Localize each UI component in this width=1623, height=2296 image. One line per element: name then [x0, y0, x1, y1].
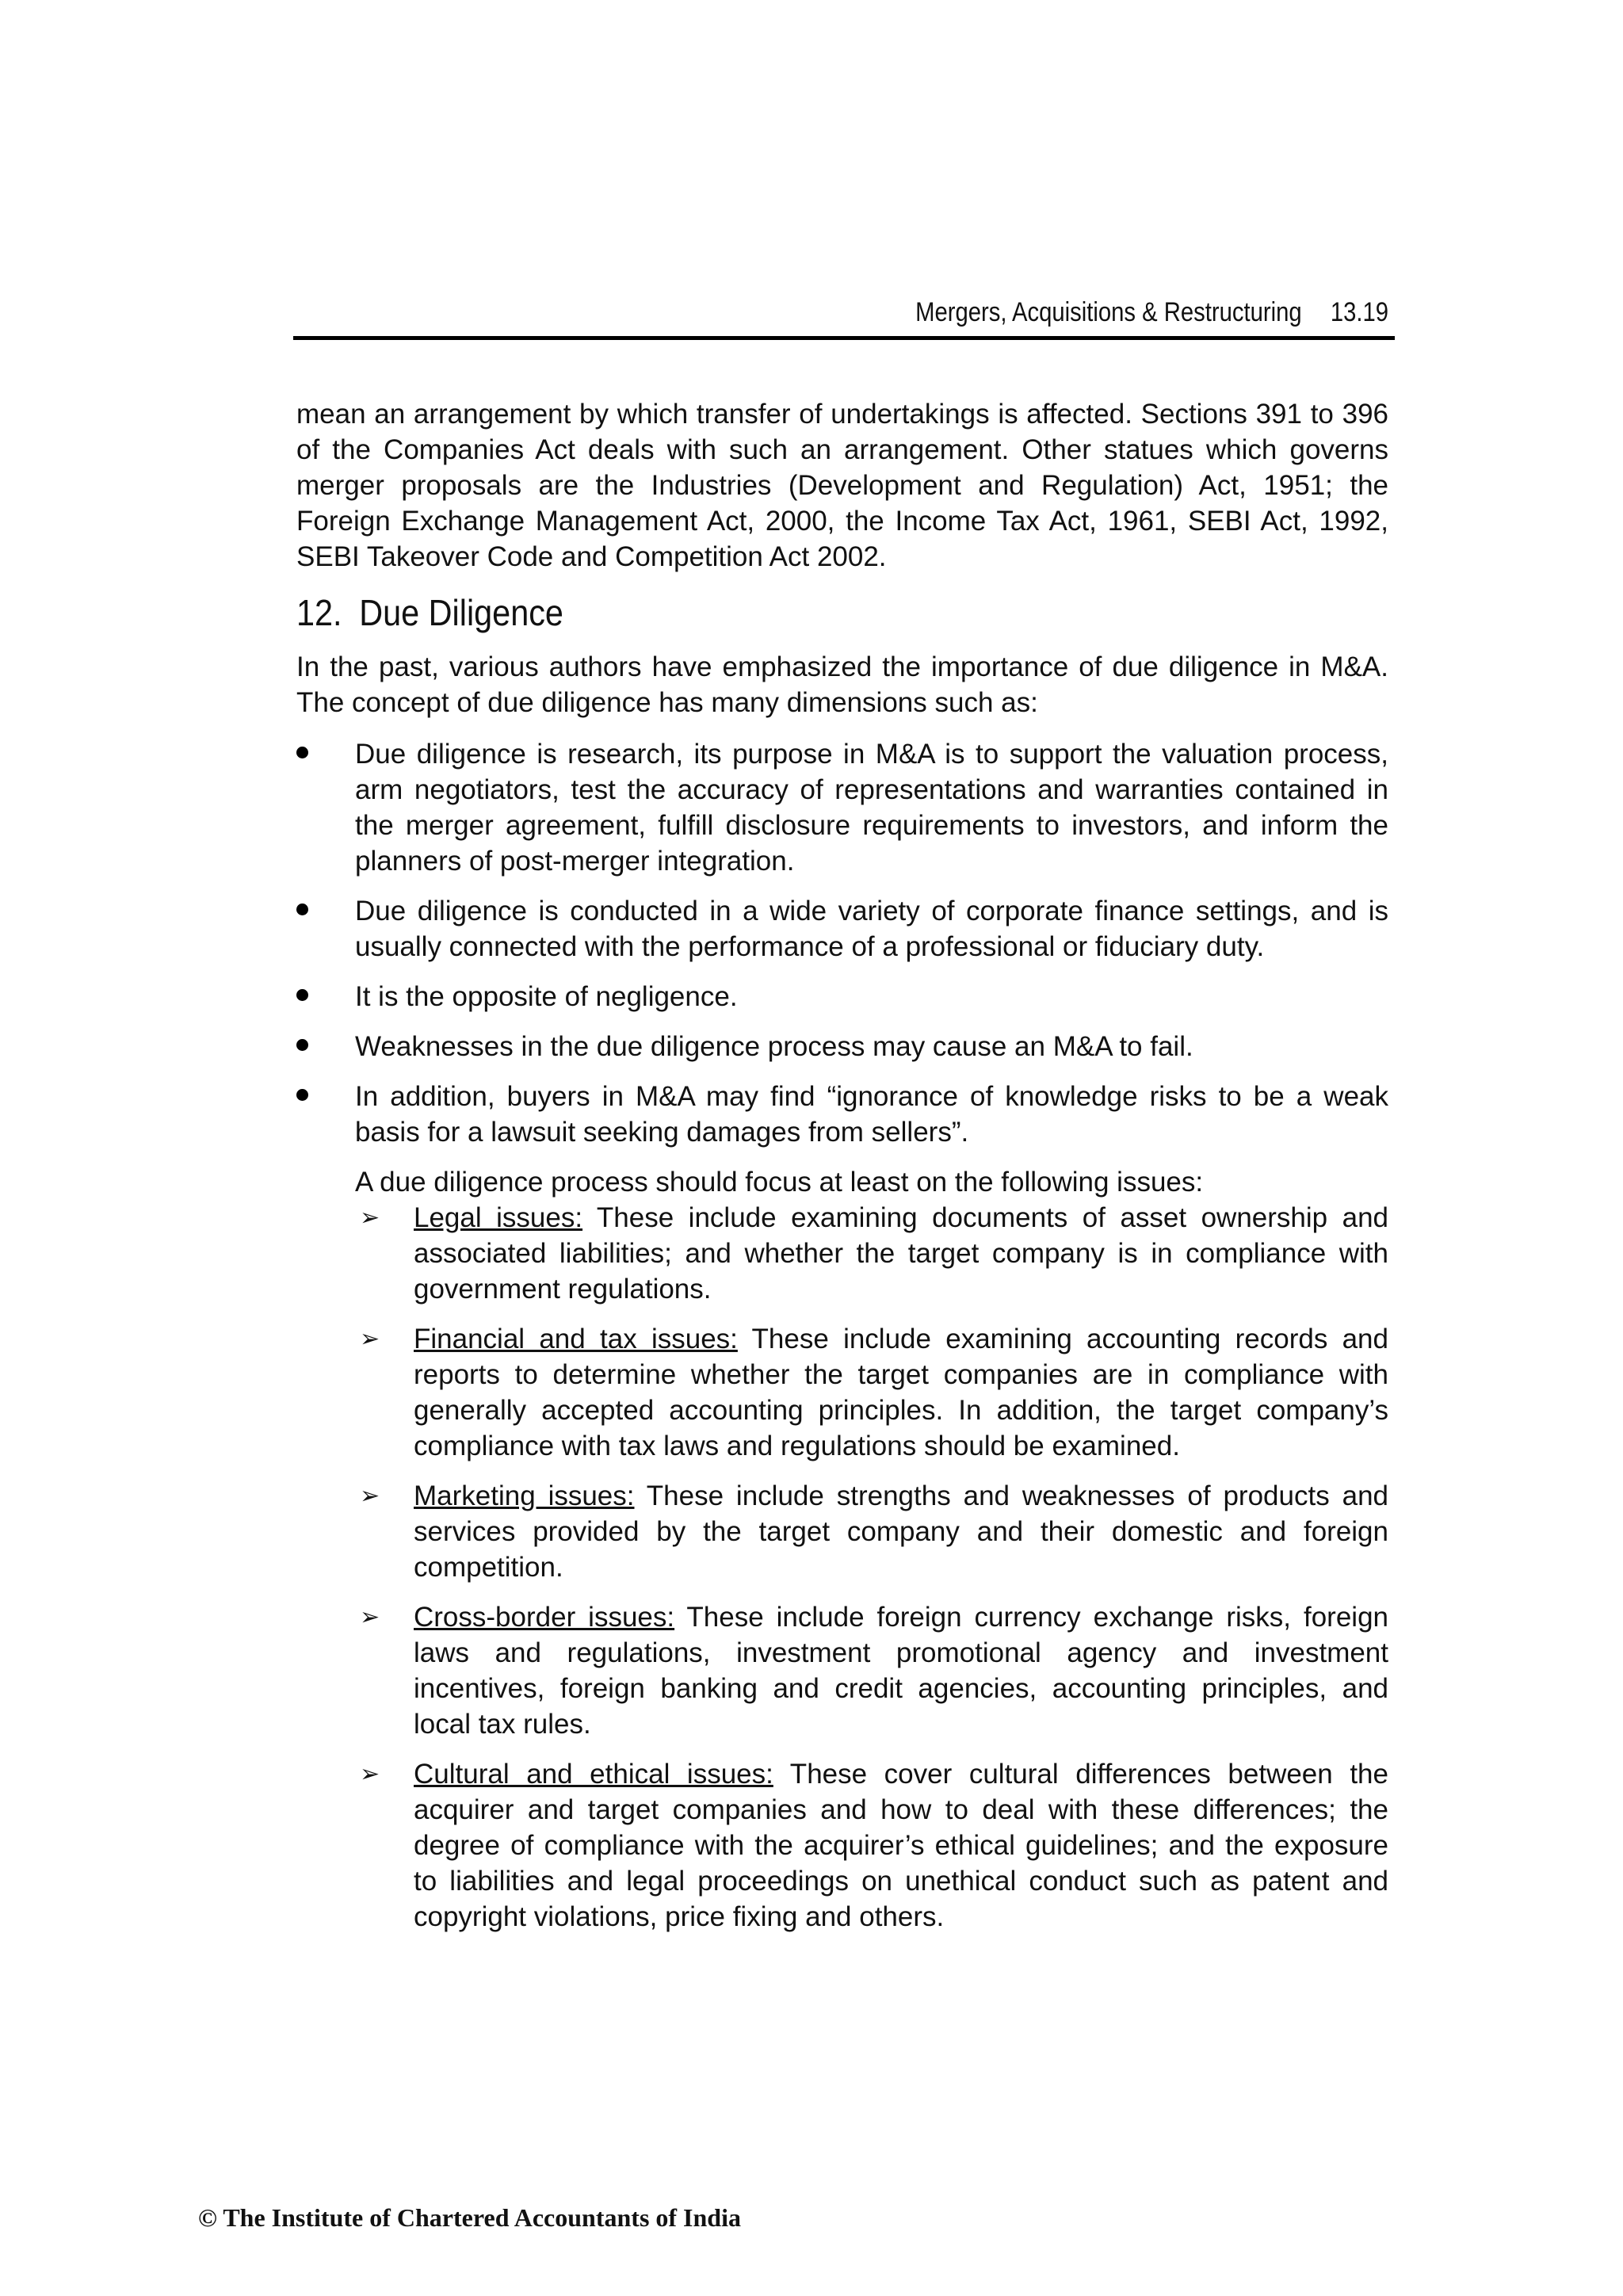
section-number: 12.: [296, 592, 342, 633]
section-title: Due Diligence: [359, 592, 563, 633]
arrow-bullet-icon: ➢: [360, 1326, 380, 1352]
list-item: [296, 979, 1388, 1014]
header-title: Mergers, Acquisitions & Restructuring: [915, 297, 1302, 327]
list-item: [296, 893, 1388, 965]
running-header: [293, 295, 1395, 340]
arrow-bullet-icon: ➢: [360, 1761, 380, 1787]
issue-item: [355, 1200, 1388, 1307]
arrow-bullet-icon: ➢: [360, 1205, 380, 1231]
issue-text: These include foreign currency exchange risks, foreign laws and regulations, investment promotional agency and investment incentives, foreign banking and credit agencies, accounting principles, and local tax rules.: [414, 1602, 1388, 1740]
issue-label: Legal issues:: [414, 1202, 583, 1233]
issue-label: Cultural and ethical issues:: [414, 1759, 773, 1790]
arrow-bullet-icon: ➢: [360, 1604, 380, 1630]
page-content: [296, 396, 1388, 1949]
page-number: 13.19: [1330, 297, 1388, 327]
intro-paragraph: mean an arrangement by which transfer of undertakings is affected. Sections 391 to 396 of the Companies Act deals with such an arrangement. Other statues which governs merger proposals are the Industries (Development and Regulation) Act, 1951; the Foreign Exchange Management Act, 2000, the Income Tax Act, 1961, SEBI Act, 1992, SEBI Takeover Code and Competition Act 2002.: [296, 399, 1388, 572]
bullet-text: In addition, buyers in M&A may find “ignorance of knowledge risks to be a weak basis for a lawsuit seeking damages from sellers”.: [355, 1081, 1388, 1148]
bullet-text: It is the opposite of negligence.: [355, 981, 738, 1012]
issue-item: [355, 1321, 1388, 1464]
section-intro: In the past, various authors have emphasized the importance of due diligence in M&A. The concept of due diligence has many dimensions such as:: [296, 651, 1388, 718]
header-text: [915, 295, 1388, 330]
issue-item: [355, 1599, 1388, 1742]
issue-text: These include examining documents of asset ownership and associated liabilities; and whether the target company is in compliance with government regulations.: [414, 1202, 1388, 1305]
issue-text: These include examining accounting records and reports to determine whether the target companies are in compliance with generally accepted accounting principles. In addition, the target company’s compliance with tax laws and regulations should be examined.: [414, 1324, 1388, 1461]
bullet-text: Due diligence is conducted in a wide variety of corporate finance settings, and is usually connected with the performance of a professional or fiduciary duty.: [355, 896, 1388, 962]
issue-label: Financial and tax issues:: [414, 1324, 738, 1354]
bullet-icon: [296, 1089, 308, 1101]
bullet-list: [296, 736, 1388, 1150]
bullet-icon: [296, 1039, 308, 1051]
issue-text: These cover cultural differences between the acquirer and target companies and how to deal with these differences; the degree of compliance with the acquirer’s ethical guidelines; and the exposure to liabilities and legal proceedings on unethical conduct such as patent and copyright violations, price fixing and others.: [414, 1759, 1388, 1932]
arrow-bullet-icon: ➢: [360, 1483, 380, 1509]
bullet-icon: [296, 904, 308, 915]
list-item: [296, 1029, 1388, 1064]
issue-item: [355, 1478, 1388, 1585]
issue-label: Cross-border issues:: [414, 1602, 675, 1633]
bullet-icon: [296, 747, 308, 758]
issues-list: [296, 1200, 1388, 1935]
section-heading: [296, 590, 1279, 635]
issue-label: Marketing issues:: [414, 1480, 635, 1511]
focus-intro: A due diligence process should focus at least on the following issues:: [355, 1167, 1204, 1198]
list-item: [296, 1079, 1388, 1150]
issue-item: [355, 1756, 1388, 1935]
footer-copyright: © The Institute of Chartered Accountants of India: [198, 2203, 741, 2232]
issue-text: These include strengths and weaknesses of products and services provided by the target company and their domestic and foreign competition.: [414, 1480, 1388, 1583]
bullet-text: Due diligence is research, its purpose in M&A is to support the valuation process, arm negotiators, test the accuracy of representations and warranties contained in the merger agreement, fulfill disclosure requirements to investors, and inform the planners of post-merger integration.: [355, 739, 1388, 877]
bullet-text: Weaknesses in the due diligence process may cause an M&A to fail.: [355, 1031, 1193, 1062]
bullet-icon: [296, 989, 308, 1001]
list-item: [296, 736, 1388, 879]
